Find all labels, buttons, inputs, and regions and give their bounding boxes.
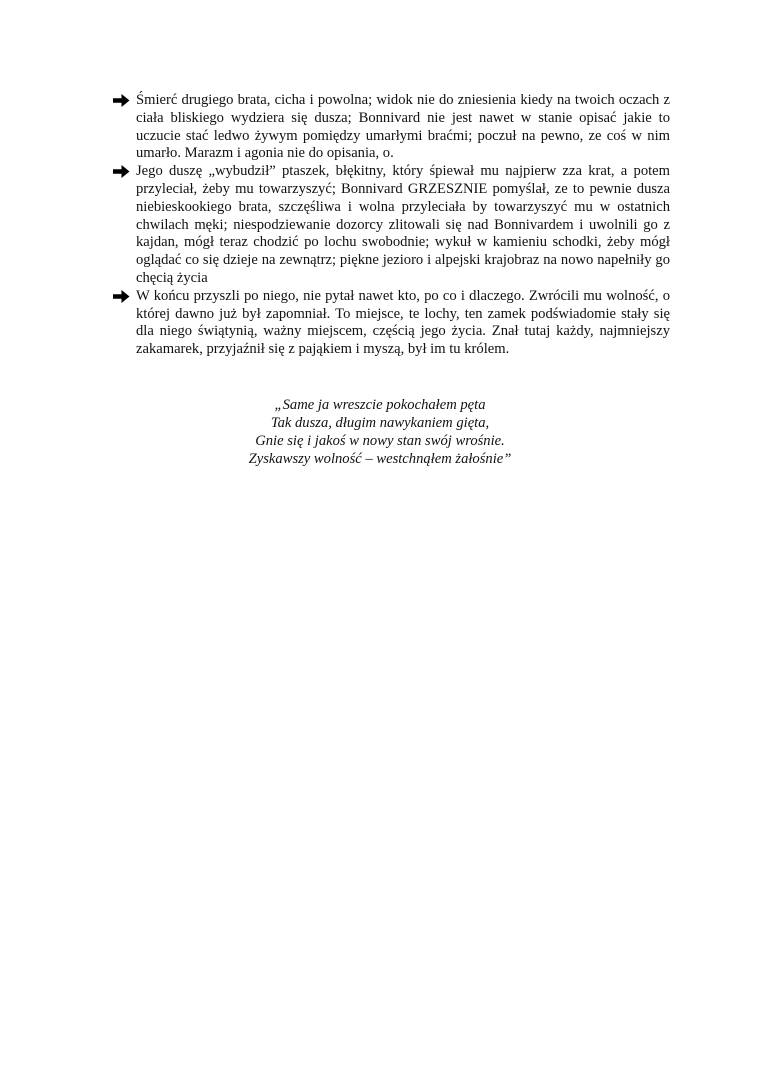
quote-line-2: Tak dusza, długim nawykaniem gięta, [270, 415, 490, 431]
arrow-right-icon [113, 164, 130, 179]
bullet-item-1 [113, 92, 670, 163]
bullet-text-2: Jego duszę „wybudził” ptaszek, błękitny, który śpiewał mu najpierw zza krat, a potem przyleciał, żeby mu towarzyszyć; Bonnivard GRZESZNIE pomyślał, ze to pewnie dusza niebieskookiego brata, szczęśliwa i wolna przyleciała by towarzyszyć mu w ostatnich chwilach męki; niespodziewanie dozorcy zlitowali się nad Bonnivardem i uwolnili go z kajdan, mógł teraz chodzić po lochu swobodnie; wykuł w kamieniu schodki, żeby mógł oglądać co się dzieje na zewnątrz; piękne jezioro i alpejski krajobraz na nowo napełniły go chęcią życia [136, 163, 670, 286]
bullet-item-2 [113, 163, 670, 288]
bullet-item-3 [113, 288, 670, 359]
quote-line-4: Zyskawszy wolność – westchnąłem żałośnie” [248, 451, 512, 467]
bullet-text-1: Śmierć drugiego brata, cicha i powolna; widok nie do zniesienia kiedy na twoich oczach z ciała bliskiego wydziera się dusza; Bonnivard nie jest nawet w stanie opisać jakie to uczucie stać ledwo żywym pomiędzy umarłymi braćmi; poczuł na pewno, ze coś w nim umarło. Marazm i agonia nie do opisania, o. [136, 92, 670, 162]
bullet-list [113, 92, 670, 359]
poem-quote [170, 396, 590, 468]
arrow-right-icon [113, 93, 130, 108]
quote-line-1: „Same ja wreszcie pokochałem pęta [274, 397, 486, 413]
arrow-right-icon [113, 289, 130, 304]
bullet-text-3: W końcu przyszli po niego, nie pytał nawet kto, po co i dlaczego. Zwrócili mu wolność, o której dawno już był zapomniał. To miejsce, te lochy, ten zamek podświadomie stały się dla niego świątynią, ważny miejscem, częścią jego życia. Znał tutaj każdy, najmniejszy zakamarek, przyjaźnił się z pająkiem i myszą, był im tu królem. [136, 287, 670, 358]
quote-line-3: Gnie się i jakoś w nowy stan swój wrośnie. [255, 433, 505, 449]
